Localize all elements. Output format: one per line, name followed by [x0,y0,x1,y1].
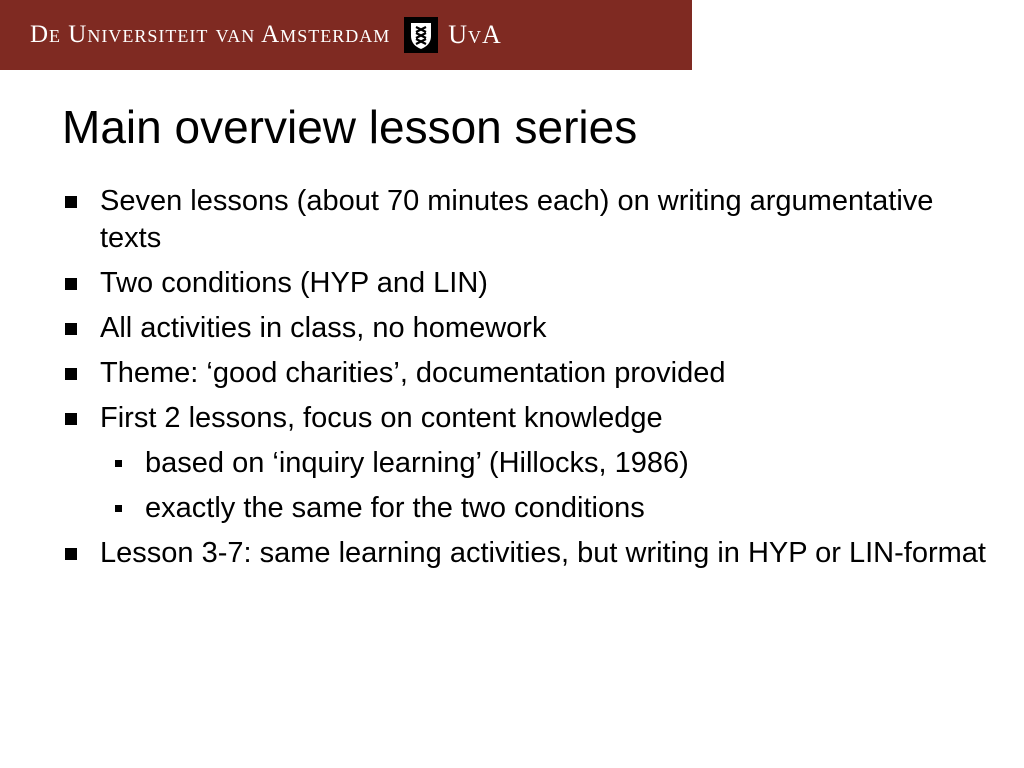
university-name: De Universiteit van Amsterdam [30,21,391,48]
university-abbreviation: UvA [448,20,502,49]
sub-bullet-text: based on ‘inquiry learning’ (Hillocks, 1986) [145,447,689,479]
square-bullet-icon [65,368,77,380]
sub-bullet-list [100,445,992,527]
bullet-item [62,400,992,527]
bullet-text: Lesson 3-7: same learning activities, but writing in HYP or LIN-format [100,537,986,569]
small-square-bullet-icon [115,460,122,467]
bullet-text: Two conditions (HYP and LIN) [100,267,488,299]
bullet-item [62,265,992,302]
bullet-text: Theme: ‘good charities’, documentation provided [100,357,726,389]
university-banner [0,0,692,70]
bullet-text: First 2 lessons, focus on content knowledge [100,402,663,434]
bullet-item [62,183,992,257]
bullet-list [62,183,992,580]
sub-bullet-item [100,445,992,482]
bullet-text: Seven lessons (about 70 minutes each) on writing argumentative texts [100,185,934,254]
bullet-item [62,310,992,347]
square-bullet-icon [65,323,77,335]
uva-crest-icon [404,17,438,53]
square-bullet-icon [65,196,77,208]
sub-bullet-item [100,490,992,527]
bullet-text: All activities in class, no homework [100,312,547,344]
slide-title: Main overview lesson series [62,101,638,153]
square-bullet-icon [65,548,77,560]
small-square-bullet-icon [115,505,122,512]
square-bullet-icon [65,413,77,425]
square-bullet-icon [65,278,77,290]
bullet-item [62,355,992,392]
sub-bullet-text: exactly the same for the two conditions [145,492,645,524]
bullet-item [62,535,992,572]
